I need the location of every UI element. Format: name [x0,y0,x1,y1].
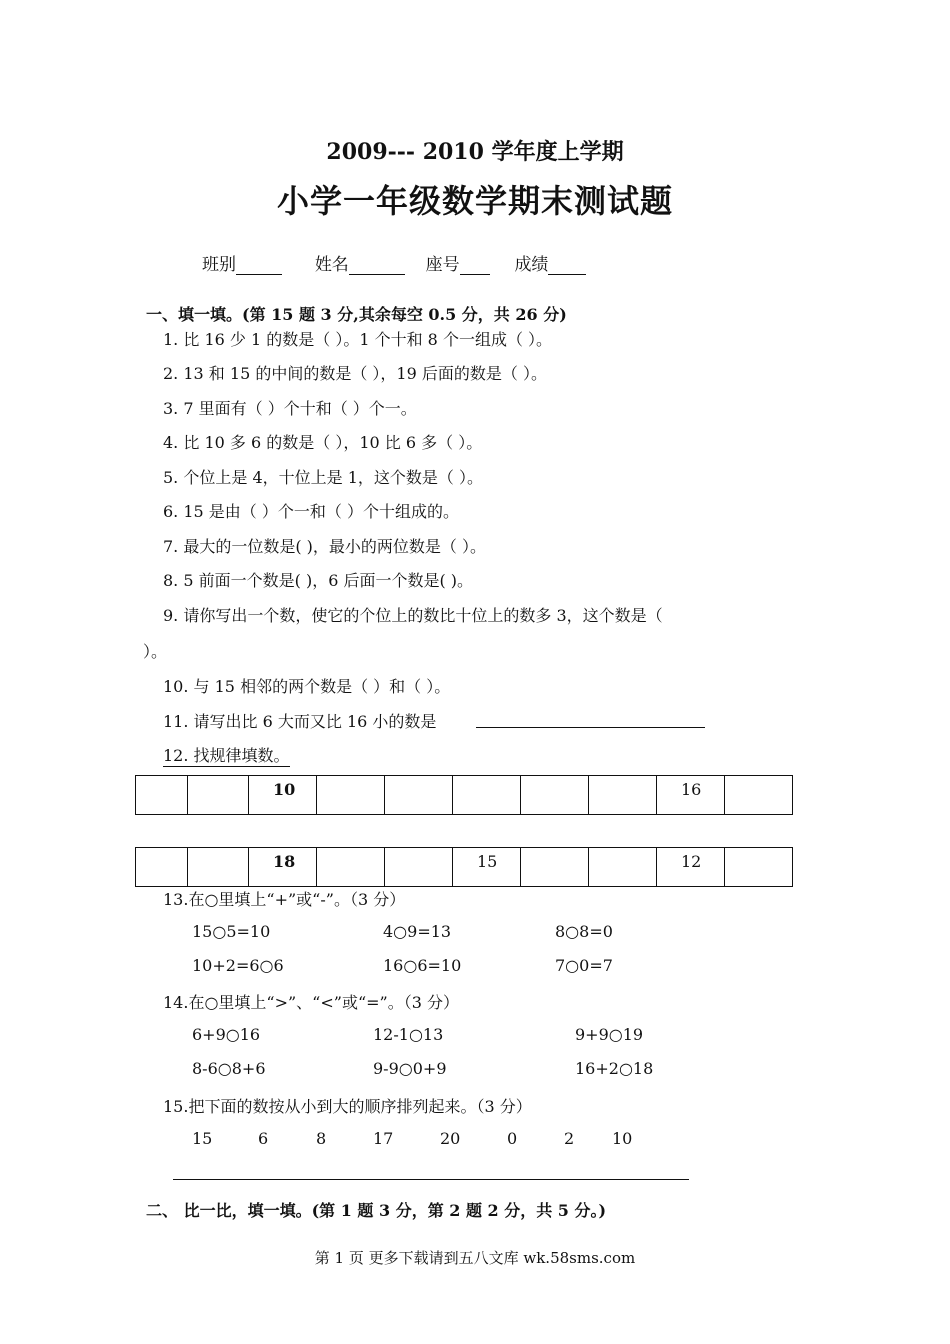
table-cell[interactable] [725,776,793,815]
table-cell[interactable] [136,776,188,815]
answer-line-q15[interactable] [173,1179,689,1180]
table-cell[interactable] [385,776,453,815]
q15-number: 0 [507,1129,518,1148]
q14-item: 8-6○8+6 [192,1059,266,1078]
q13-item: 16○6=10 [383,956,462,975]
table-cell[interactable] [188,848,249,887]
q15-number: 20 [440,1129,461,1148]
q14-item: 9-9○0+9 [373,1059,447,1078]
table-cell: 16 [657,776,725,815]
q15-number: 6 [258,1129,269,1148]
question-14: 14.在○里填上“>”、“<”或“=”。（3 分） [163,993,459,1012]
class-blank[interactable] [236,256,282,275]
q14-item: 16+2○18 [575,1059,654,1078]
question-4: 4. 比 10 多 6 的数是（ ），10 比 6 多（ ）。 [163,433,483,452]
table-cell: 10 [249,776,317,815]
table-cell: 18 [249,848,317,887]
question-2: 2. 13 和 15 的中间的数是（ ），19 后面的数是（ ）。 [163,364,547,383]
q13-item: 10+2=6○6 [192,956,284,975]
question-10: 10. 与 15 相邻的两个数是（ ）和（ ）。 [163,677,451,696]
q15-number: 15 [192,1129,213,1148]
table-cell[interactable] [725,848,793,887]
section2-heading: 二、 比一比，填一填。(第 1 题 3 分，第 2 题 2 分，共 5 分。) [146,1201,607,1220]
score-label: 成绩 [514,255,549,275]
score-blank[interactable] [548,256,586,275]
table-cell[interactable] [521,776,589,815]
table-cell[interactable] [385,848,453,887]
q13-item: 7○0=7 [555,956,613,975]
question-9-end: ）。 [143,642,168,661]
question-12: 12. 找规律填数。 [163,743,290,767]
seat-label: 座号 [425,255,460,275]
table-cell: 15 [453,848,521,887]
answer-line-q11[interactable] [476,727,705,728]
q14-item: 9+9○19 [575,1025,644,1044]
class-label: 班别 [202,255,236,275]
q15-number: 2 [564,1129,575,1148]
name-blank[interactable] [349,256,405,275]
pattern-table-1 [135,775,793,815]
q15-number: 17 [373,1129,394,1148]
question-1: 1. 比 16 少 1 的数是（ ）。1 个十和 8 个一组成（ ）。 [163,330,553,349]
question-9: 9. 请你写出一个数，使它的个位上的数比十位上的数多 3，这个数是（ [163,606,663,625]
q13-item: 4○9=13 [383,922,452,941]
name-label: 姓名 [314,255,349,275]
question-11: 11. 请写出比 6 大而又比 16 小的数是 [163,712,437,731]
q14-item: 12-1○13 [373,1025,444,1044]
section1-heading: 一、填一填。(第 15 题 3 分,其余每空 0.5 分，共 26 分) [146,305,567,324]
student-info-row [202,250,586,275]
table-cell[interactable] [521,848,589,887]
question-8: 8. 5 前面一个数是( )，6 后面一个数是( )。 [163,571,474,590]
exam-main-title: 小学一年级数学期末测试题 [276,182,673,220]
q15-number: 10 [612,1129,633,1148]
q14-item: 6+9○16 [192,1025,261,1044]
page-footer: 第 1 页 更多下载请到五八文库 wk.58sms.com [314,1249,636,1267]
table-cell[interactable] [188,776,249,815]
question-5: 5. 个位上是 4，十位上是 1，这个数是（ ）。 [163,468,483,487]
question-7: 7. 最大的一位数是( )，最小的两位数是（ ）。 [163,537,487,556]
table-cell[interactable] [589,848,657,887]
table-cell[interactable] [317,776,385,815]
q13-item: 15○5=10 [192,922,271,941]
question-13: 13.在○里填上“+”或“-”。（3 分） [163,890,406,909]
question-3: 3. 7 里面有（ ）个十和（ ）个一。 [163,399,417,418]
table-cell[interactable] [589,776,657,815]
table-cell[interactable] [136,848,188,887]
question-6: 6. 15 是由（ ）个一和（ ）个十组成的。 [163,502,459,521]
table-cell[interactable] [317,848,385,887]
q13-item: 8○8=0 [555,922,613,941]
question-15: 15.把下面的数按从小到大的顺序排列起来。（3 分） [163,1097,532,1116]
table-cell[interactable] [453,776,521,815]
table-cell: 12 [657,848,725,887]
seat-blank[interactable] [460,256,490,275]
exam-year-title: 2009--- 2010 学年度上学期 [326,139,624,165]
q15-number: 8 [316,1129,327,1148]
pattern-table-2 [135,847,793,887]
